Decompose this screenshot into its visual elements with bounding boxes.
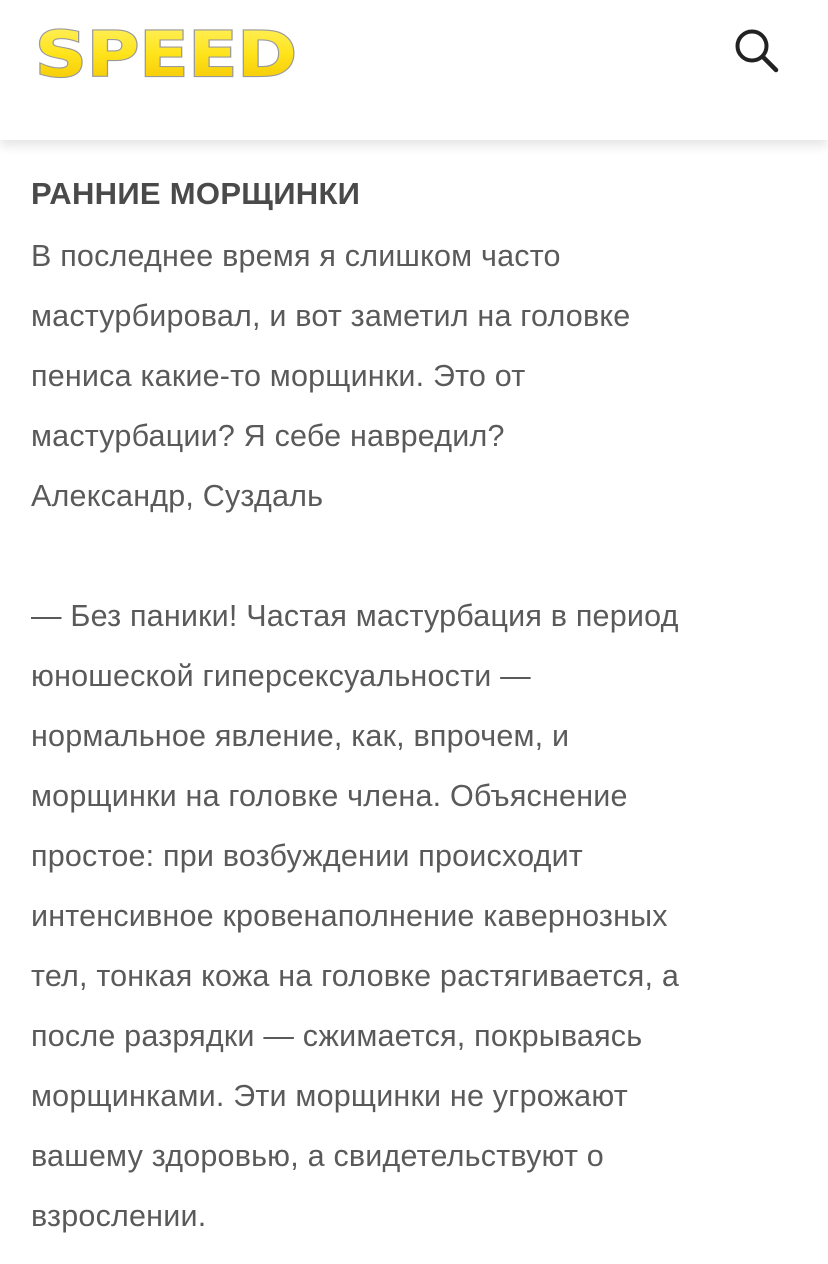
answer-line: — Без паники! Частая мастурбация в период: [31, 599, 679, 633]
site-header: [0, 0, 828, 140]
answer-line: вашему здоровью, а свидетельствуют о: [31, 1139, 604, 1173]
answer-line: интенсивное кровенаполнение кавернозных: [31, 899, 668, 933]
question-line: мастурбировал, и вот заметил на головке: [31, 299, 631, 333]
speed-logo[interactable]: [30, 18, 302, 90]
answer-line: нормальное явление, как, впрочем, и: [31, 719, 570, 753]
search-button[interactable]: [728, 22, 786, 80]
question-line: В последнее время я слишком часто: [31, 239, 561, 273]
answer-line: после разрядки — сжимается, покрываясь: [31, 1019, 643, 1053]
search-icon: [728, 22, 786, 80]
answer-line: морщинками. Эти морщинки не угрожают: [31, 1079, 628, 1113]
answer-line: взрослении.: [31, 1199, 207, 1233]
question-text: [31, 226, 801, 526]
paragraph-spacer: [31, 526, 801, 586]
question-line: пениса какие-то морщинки. Это от: [31, 359, 526, 393]
answer-line: простое: при возбуждении происходит: [31, 839, 583, 873]
article: [31, 170, 801, 1246]
article-title: РАННИЕ МОРЩИНКИ: [31, 176, 361, 211]
answer-text: [31, 586, 801, 1246]
answer-line: юношеской гиперсексуальности —: [31, 659, 531, 693]
question-line: мастурбации? Я себе навредил?: [31, 419, 505, 453]
answer-line: тел, тонкая кожа на головке растягивается, а: [31, 959, 680, 993]
answer-line: морщинки на головке члена. Объяснение: [31, 779, 628, 813]
question-author: Александр, Суздаль: [31, 479, 324, 513]
speed-logo-graphic: [30, 18, 302, 90]
speed-logo-text: SPEED: [35, 18, 297, 90]
